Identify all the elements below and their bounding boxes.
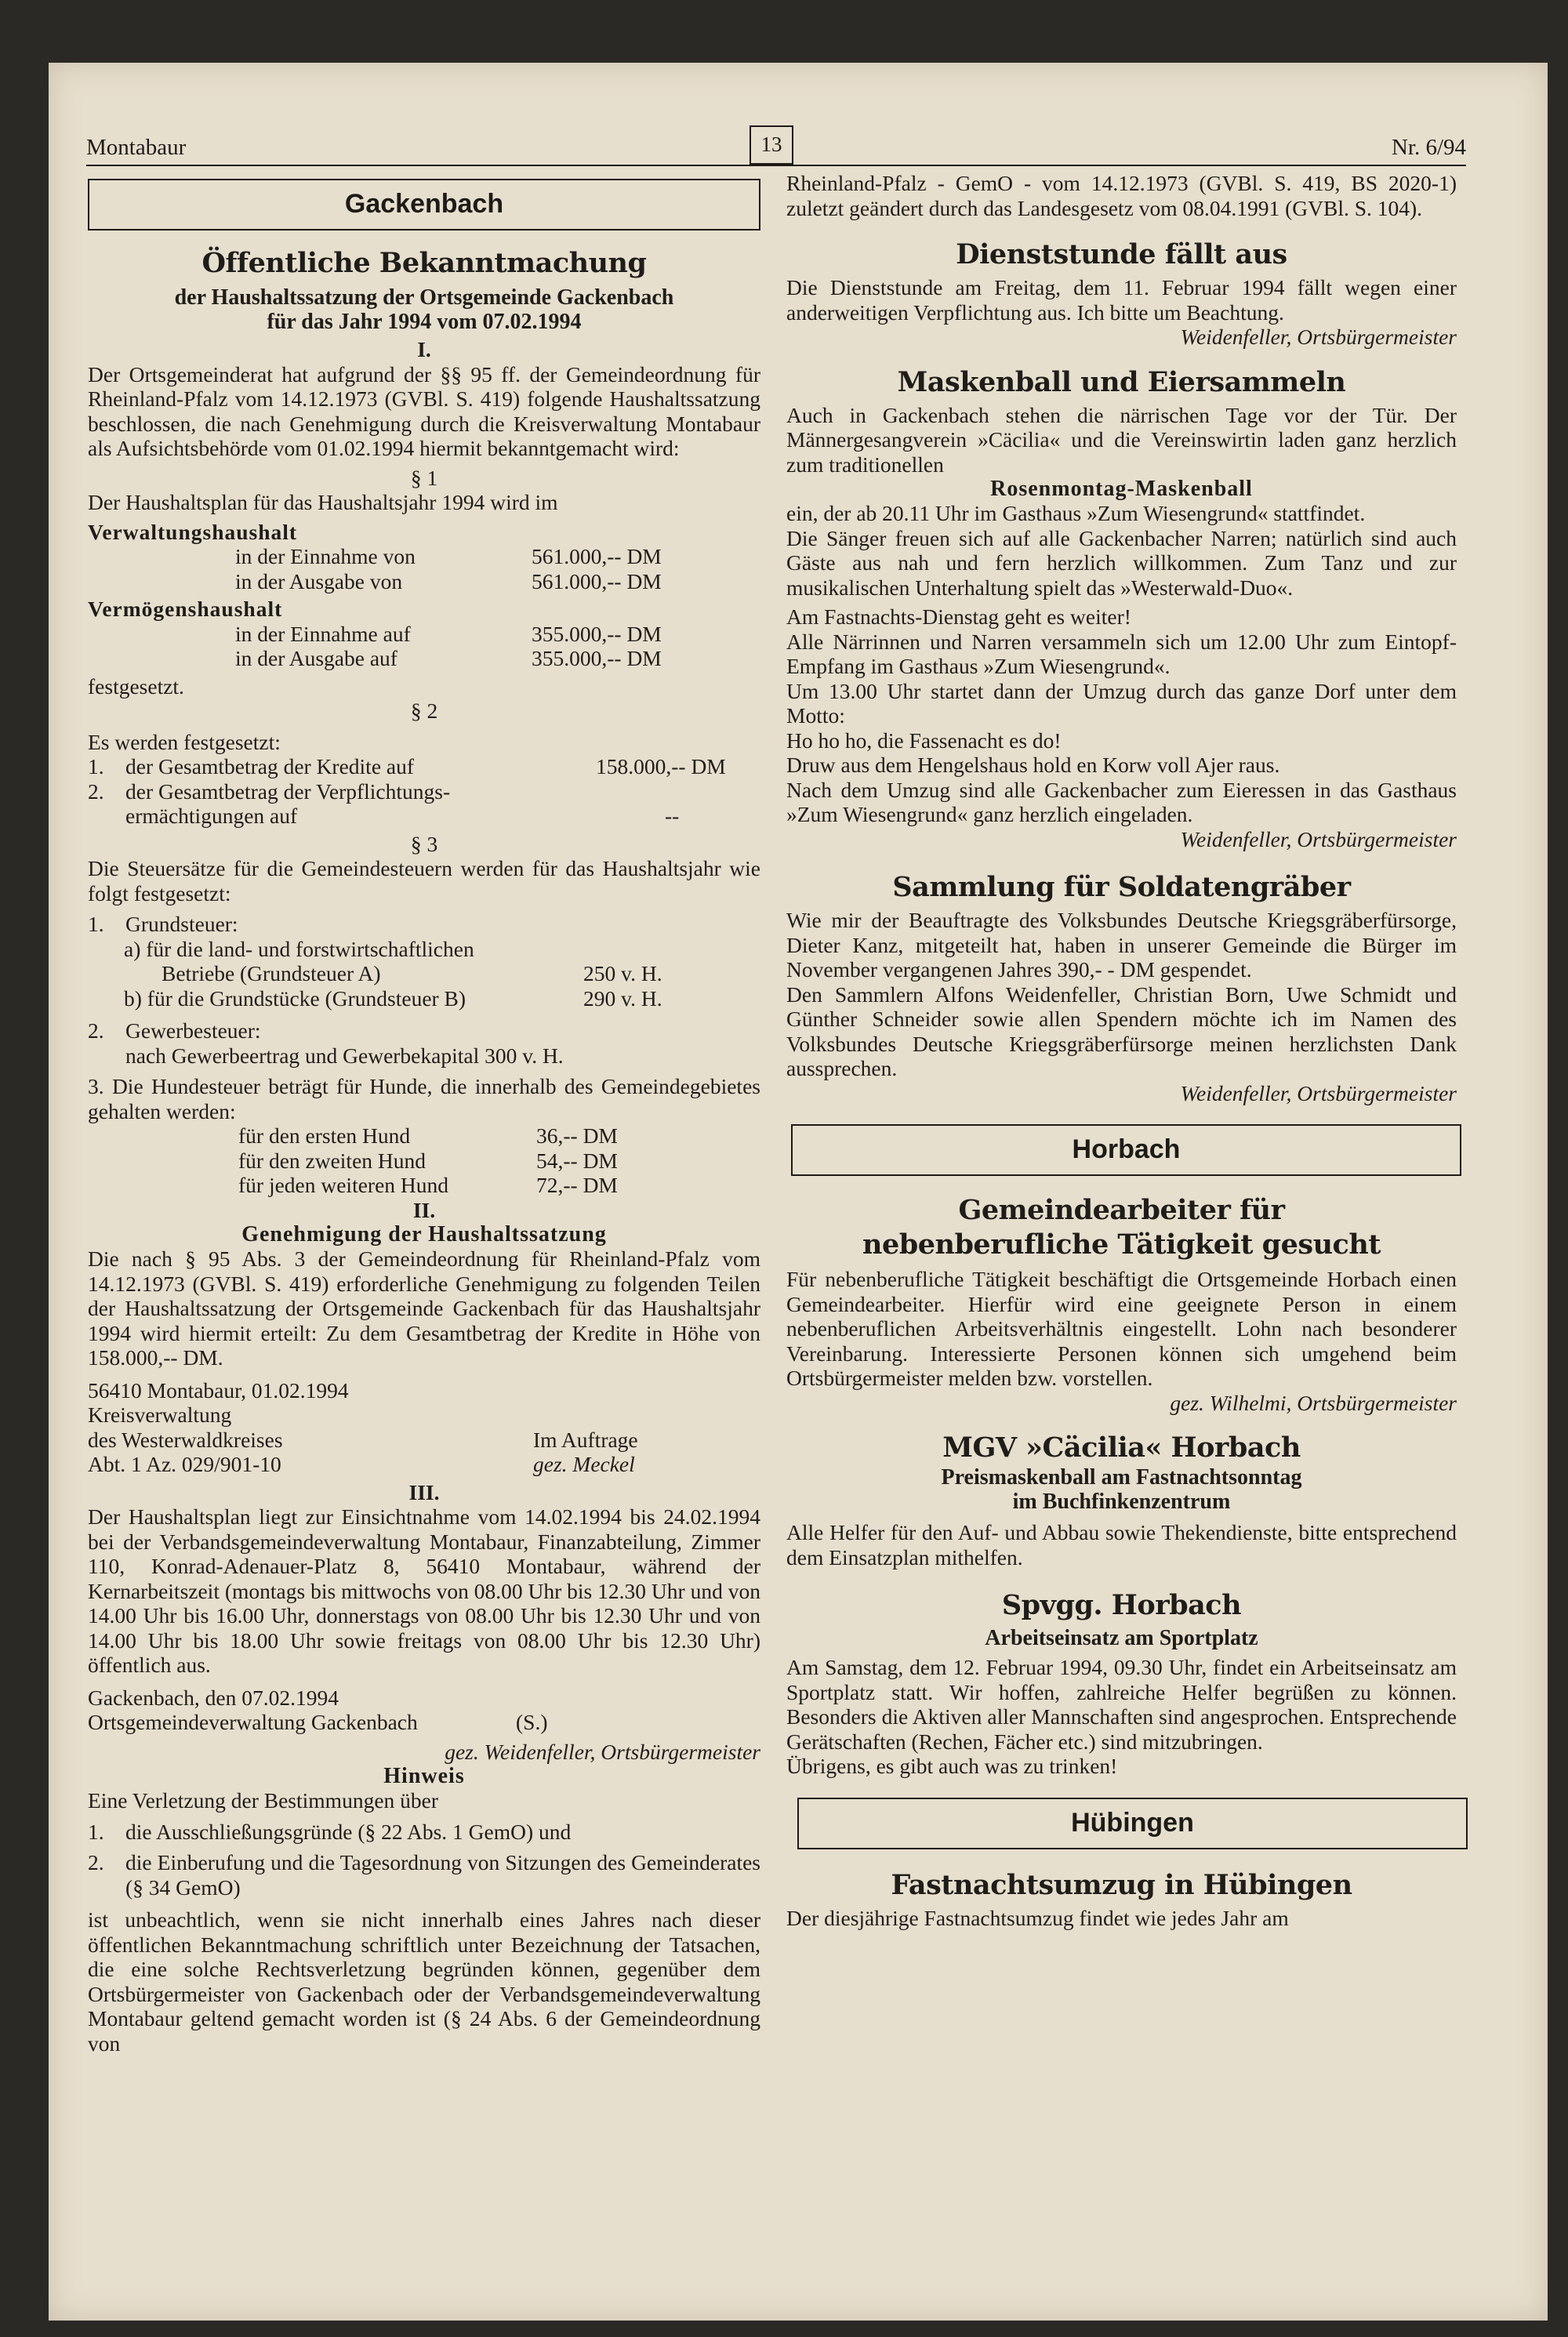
sammlung-text-1: Wie mir der Beauftragte des Volksbundes Deutsche Kriegsgräberfürsorge, Dieter Kanz, mitgeteilt hat, haben in unserer Gemeinde die Bürger im November vergangenen Jahres 390,- - DM gespendet.	[786, 908, 1457, 982]
place-date: 56410 Montabaur, 01.02.1994	[88, 1377, 349, 1403]
kreisverwaltung: Kreisverwaltung	[88, 1403, 232, 1427]
vm-einnahme-row: in der Einnahme auf 355.000,-- DM	[235, 621, 662, 646]
kreis-row: des Westerwaldkreises Im Auftrage	[88, 1427, 638, 1452]
maskenball-text-3: Die Sänger freuen sich auf alle Gackenbacher Narren; natürlich sind auch Gäste aus nah und fern herzlich willkommen. Zum Tanz und zur musikalischen Unterhaltung spielt das »Westerwald-Duo«.	[786, 525, 1457, 600]
hinweis-text: Eine Verletzung der Bestimmungen über	[88, 1788, 439, 1813]
gewerbesteuer-row: 2. Gewerbesteuer:	[88, 1018, 261, 1043]
mgv-title: MGV »Cäcilia« Horbach	[942, 1432, 1301, 1464]
hinweis-item-1: 1. die Ausschließungsgründe (§ 22 Abs. 1 GemO) und	[88, 1819, 572, 1844]
abt-row: Abt. 1 Az. 029/901-10 gez. Meckel	[88, 1452, 635, 1476]
mgv-text: Alle Helfer für den Auf- und Abbau sowie Thekendienste, bitte entsprechend dem Einsatzplan mithelfen.	[786, 1520, 1457, 1569]
grundsteuer-a-row: a) für die land- und forstwirtschaftlichen	[124, 936, 474, 961]
sig-org-row: Ortsgemeindeverwaltung Gackenbach (S.)	[88, 1710, 548, 1734]
dienststunde-text: Die Dienststunde am Freitag, dem 11. Februar 1994 fällt wegen einer anderweitigen Verpflichtung aus. Ich bitte um Beachtung.	[786, 275, 1457, 325]
page-number: 13	[750, 125, 793, 165]
vw-einnahme-row: in der Einnahme von 561.000,-- DM	[235, 544, 662, 568]
fastnachtsumzug-text: Der diesjährige Fastnachtsumzug findet wie jedes Jahr am	[786, 1905, 1289, 1930]
maskenball-text-9: Nach dem Umzug sind alle Gackenbacher zum Eieressen in das Gasthaus »Zum Wiesengrund« ganz herzlich eingeladen.	[786, 777, 1457, 826]
mgv-subtitle-1: Preismaskenball am Fastnachtsonntag	[941, 1465, 1302, 1490]
header-town: Montabaur	[86, 135, 187, 160]
section-heading-gackenbach: Gackenbach	[88, 179, 760, 230]
paragraph-1-text: Der Haushaltsplan für das Haushaltsjahr 1994 wird im	[88, 490, 558, 514]
paragraph-3-heading: § 3	[410, 831, 438, 856]
maskenball-title: Maskenball und Eiersammeln	[897, 365, 1346, 398]
vm-ausgabe-row: in der Ausgabe auf 355.000,-- DM	[235, 646, 662, 670]
sammlung-text-2: Den Sammlern Alfons Weidenfeller, Christian Born, Uwe Schmidt und Günther Schneider sowie allen Spendern möchte ich im Namen des Volksbundes Deutsche Kriegsgräberfürsorge meinen herzlichsten Dank aussprechen.	[786, 982, 1457, 1080]
header-issue: Nr. 6/94	[1391, 135, 1466, 160]
spvgg-title: Spvgg. Horbach	[1001, 1589, 1242, 1621]
maskenball-signature: Weidenfeller, Ortsbürgermeister	[1180, 826, 1457, 851]
vw-ausgabe-row: in der Ausgabe von 561.000,-- DM	[235, 568, 662, 593]
maskenball-text-1: Auch in Gackenbach stehen die närrischen Tage vor der Tür. Der Männergesangverein »Cäcilia« und die Vereinswirtin laden ganz herzlich zum traditionellen	[786, 402, 1457, 477]
grundsteuer-b-row: b) für die Grundstücke (Grundsteuer B) 290 v. H.	[124, 985, 662, 1011]
roman-three: III.	[408, 1479, 440, 1504]
sammlung-signature: Weidenfeller, Ortsbürgermeister	[1180, 1080, 1457, 1105]
sammlung-title: Sammlung für Soldatengräber	[892, 871, 1351, 903]
header-rule	[86, 165, 1466, 166]
sig-place: Gackenbach, den 07.02.1994	[88, 1685, 339, 1710]
maskenball-text-4: Am Fastnachts-Dienstag geht es weiter!	[786, 604, 1131, 629]
roman-two: II.	[412, 1197, 436, 1222]
gemeindearbeiter-text: Für nebenberufliche Tätigkeit beschäftigt die Ortsgemeinde Horbach einen Gemeindearbeiter. Hierfür wird eine geeignete Person in einem nebenberuflichen Arbeitsverhältnis eingestellt. Lohn nach besonderer Vereinbarung. Interessierte Personen können sich umgehend beim Ortsbürgermeister melden bzw. vorstellen.	[786, 1267, 1457, 1390]
spvgg-text-1: Am Samstag, dem 12. Februar 1994, 09.30 Uhr, findet ein Arbeitseinsatz am Sportplatz statt. Wir hoffen, zahlreiche Helfer begrüßen zu können. Besonders die Aktiven aller Mannschaften sind angesprochen. Entsprechende Gerätschaften (Rechen, Fächer etc.) sind mitzubringen.	[786, 1655, 1457, 1754]
vermoegenshaushalt-heading: Vermögenshaushalt	[88, 597, 283, 621]
maskenball-text-5: Alle Närrinnen und Narren versammeln sich um 12.00 Uhr zum Eintopf-Empfang im Gasthaus »Zum Wiesengrund«.	[786, 629, 1457, 678]
hinweis-heading: Hinweis	[383, 1764, 465, 1788]
gemeindearbeiter-title-1: Gemeindearbeiter für	[958, 1194, 1285, 1226]
gewerbesteuer-row-2: nach Gewerbeertrag und Gewerbekapital 300 v. H.	[125, 1043, 564, 1068]
left-column	[88, 179, 760, 2056]
article-subtitle: der Haushaltssatzung der Ortsgemeinde Gackenbach	[174, 285, 674, 310]
hundesteuer-text: 3. Die Hundesteuer beträgt für Hunde, die innerhalb des Gemeindegebietes gehalten werden:	[88, 1074, 760, 1123]
article-title: Öffentliche Bekanntmachung	[201, 247, 647, 279]
genehmigung-heading: Genehmigung der Haushaltssatzung	[241, 1222, 607, 1247]
genehmigung-text: Die nach § 95 Abs. 3 der Gemeindeordnung für Rheinland-Pfalz vom 14.12.1973 (GVBl. S. 419) erforderliche Genehmigung zu folgenden Teilen der Haushaltssatzung der Ortsgemeinde Gackenbach für das Haushaltsjahr 1994 wird hiermit erteilt: Zu dem Gesamtbetrag der Kredite in Höhe von 158.000,-- DM.	[88, 1247, 760, 1370]
section-heading-huebingen: Hübingen	[797, 1798, 1468, 1849]
spvgg-subtitle: Arbeitseinsatz am Sportplatz	[985, 1626, 1258, 1650]
continuation-text: Rheinland-Pfalz - GemO - vom 14.12.1973 (GVBl. S. 419, BS 2020-1) zuletzt geändert durch das Landesgesetz vom 08.04.1991 (GVBl. S. 104).	[786, 171, 1457, 220]
maskenball-text-6: Um 13.00 Uhr startet dann der Umzug durch das ganze Dorf unter dem Motto:	[786, 678, 1457, 728]
paragraph-2-text: Es werden festgesetzt:	[88, 729, 281, 754]
paragraph-1-heading: § 1	[410, 465, 438, 490]
roman-one: I.	[417, 337, 431, 361]
spvgg-text-2: Übrigens, es gibt auch was zu trinken!	[786, 1754, 1118, 1778]
paragraph-3-text: Die Steuersätze für die Gemeindesteuern werden für das Haushaltsjahr wie folgt festgesetzt:	[88, 856, 760, 905]
article-subtitle-date: für das Jahr 1994 vom 07.02.1994	[267, 310, 582, 334]
hund-2-row: für den zweiten Hund 54,-- DM	[238, 1148, 618, 1173]
maskenball-text-2: ein, der ab 20.11 Uhr im Gasthaus »Zum Wiesengrund« stattfindet.	[786, 501, 1366, 525]
hinweis-item-2: 2. die Einberufung und die Tagesordnung von Sitzungen des Gemeinderates (§ 34 GemO)	[88, 1850, 760, 1900]
auslage-text: Der Haushaltsplan liegt zur Einsichtnahme vom 14.02.1994 bis 24.02.1994 bei der Verbandsgemeindeverwaltung Montabaur, Finanzabteilung, Zimmer 110, Konrad-Adenauer-Platz 8, 56410 Montabaur, während der Kernarbeitszeit (montags bis mittwochs von 08.00 Uhr bis 12.30 Uhr und von 14.00 Uhr bis 16.00 Uhr, donnerstags von 08.00 Uhr bis 12.30 Uhr und von 14.00 Uhr bis 18.00 Uhr sowie freitags von 08.00 Uhr bis 12.30 Uhr) öffentlich aus.	[88, 1504, 760, 1677]
maskenball-motto-1: Ho ho ho, die Fassenacht es do!	[786, 728, 1062, 753]
hund-1-row: für den ersten Hund 36,-- DM	[238, 1123, 618, 1148]
verpflichtung-row-2: ermächtigungen auf --	[125, 804, 680, 828]
hinweis-end: ist unbeachtlich, wenn sie nicht innerhalb eines Jahres nach dieser öffentlichen Bekanntmachung schriftlich unter Bezeichnung der Tatsachen, die eine solche Rechtsverletzung begründen können, gegenüber dem Ortsbürgermeister von Gackenbach oder der Verbandsgemeindeverwaltung Montabaur geltend gemacht worden ist (§ 24 Abs. 6 der Gemeindeordnung von	[88, 1907, 760, 2056]
dienststunde-title: Dienststunde fällt aus	[956, 238, 1287, 270]
verwaltungshaushalt-heading: Verwaltungshaushalt	[88, 519, 298, 544]
paragraph-2-heading: § 2	[410, 699, 438, 723]
grundsteuer-row: 1. Grundsteuer:	[88, 912, 238, 936]
section-heading-horbach: Horbach	[791, 1124, 1461, 1176]
gemeindearbeiter-title-2: nebenberufliche Tätigkeit gesucht	[862, 1228, 1381, 1261]
dienststunde-signature: Weidenfeller, Ortsbürgermeister	[1180, 325, 1457, 349]
grundsteuer-a-row-2: Betriebe (Grundsteuer A) 250 v. H.	[162, 961, 662, 985]
festgesetzt-text: festgesetzt.	[88, 673, 184, 699]
hund-3-row: für jeden weiteren Hund 72,-- DM	[238, 1173, 618, 1197]
verpflichtung-row: 2. der Gesamtbetrag der Verpflichtungs-	[88, 778, 451, 804]
kredite-row: 1. der Gesamtbetrag der Kredite auf 158.000,-- DM	[88, 754, 726, 778]
gemeindearbeiter-signature: gez. Wilhelmi, Ortsbürgermeister	[1170, 1390, 1457, 1415]
mgv-subtitle-2: im Buchfinkenzentrum	[1012, 1490, 1231, 1514]
fastnachtsumzug-title: Fastnachtsumzug in Hübingen	[891, 1868, 1352, 1901]
maskenball-motto-2: Druw aus dem Hengelshaus hold en Korw voll Ajer raus.	[786, 753, 1280, 777]
page-header	[86, 132, 1466, 166]
rosenmontag-heading: Rosenmontag-Maskenball	[990, 477, 1253, 501]
intro-text: Der Ortsgemeinderat hat aufgrund der §§ 95 ff. der Gemeindeordnung für Rheinland-Pfalz vom 14.12.1973 (GVBl. S. 419) folgende Haushaltssatzung beschlossen, die nach Genehmigung durch die Kreisverwaltung Montabaur als Aufsichtsbehörde vom 01.02.1994 hiermit bekanntgemacht wird:	[88, 361, 760, 460]
right-column	[786, 171, 1457, 1930]
signature-weidenfeller: gez. Weidenfeller, Ortsbürgermeister	[445, 1739, 760, 1764]
